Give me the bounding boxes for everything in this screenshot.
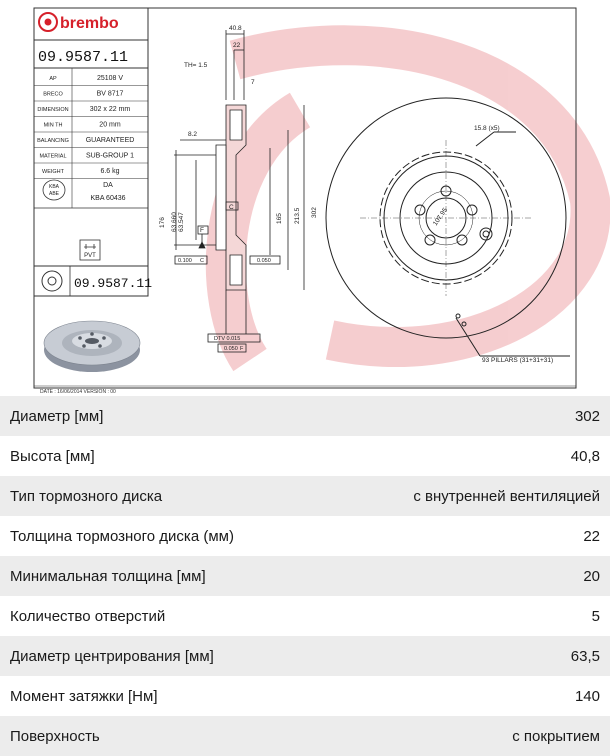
info-value: 302 x 22 mm [89, 106, 131, 113]
spec-row [0, 476, 610, 516]
svg-text:213.5: 213.5 [294, 207, 301, 224]
spec-value: 20 [583, 567, 600, 585]
spec-label: Диаметр центрирования [мм] [10, 647, 214, 665]
spec-label: Поверхность [10, 727, 100, 745]
spec-label: Количество отверстий [10, 607, 166, 625]
spec-value: с внутренней вентиляцией [413, 487, 600, 505]
disc-3d-image [44, 321, 140, 372]
info-key: AP [49, 76, 57, 82]
spec-row [0, 436, 610, 476]
spec-value: 22 [583, 527, 600, 545]
info-value: GUARANTEED [85, 137, 135, 144]
info-key: BALANCING [37, 138, 69, 144]
date-version: DATE : 16/06/2014 VERSION : 00 [40, 389, 116, 395]
approval-line2: KBA 60436 [90, 195, 126, 202]
svg-text:0.100: 0.100 [178, 258, 192, 264]
spec-label: Тип тормозного диска [10, 487, 163, 505]
svg-text:63.660: 63.660 [171, 212, 178, 232]
svg-text:15.8 (x5): 15.8 (x5) [474, 125, 500, 132]
info-key: BRECO [43, 91, 63, 98]
spec-value: 63,5 [570, 647, 600, 665]
spec-label: Минимальная толщина [мм] [10, 567, 206, 585]
part-number-secondary: 09.9587.11 [74, 276, 153, 291]
svg-text:0.050: 0.050 [257, 258, 271, 264]
svg-text:176: 176 [159, 217, 166, 228]
svg-text:DTV 0.015: DTV 0.015 [214, 336, 241, 342]
part-number: 09.9587.11 [38, 49, 129, 66]
info-value: BV 8717 [96, 90, 124, 98]
spec-value: с покрытием [512, 727, 600, 745]
svg-text:C: C [229, 204, 234, 211]
specs-table [0, 396, 610, 756]
pvt-badge [80, 240, 100, 260]
svg-text:107.95: 107.95 [431, 206, 450, 228]
spec-value: 40,8 [570, 447, 600, 465]
spec-value: 302 [574, 407, 600, 425]
svg-text:93 PILLARS (31+31+31): 93 PILLARS (31+31+31) [482, 357, 554, 364]
svg-text:8.2: 8.2 [188, 131, 198, 138]
brembo-logo [39, 13, 119, 32]
spec-row [0, 676, 610, 716]
spec-label: Толщина тормозного диска (мм) [10, 527, 234, 545]
svg-text:302: 302 [311, 207, 318, 218]
spec-row [0, 716, 610, 756]
brand-logo-text: brembo [60, 15, 119, 32]
info-key: DIMENSION [37, 107, 69, 113]
info-key: WEIGHT [42, 169, 64, 175]
info-value: 20 mm [99, 121, 121, 129]
spec-row [0, 596, 610, 636]
spec-label: Момент затяжки [Нм] [10, 687, 158, 705]
brembo-watermark [226, 45, 591, 360]
info-value: 25108 V [96, 75, 124, 82]
kba-badge-bottom: ABE [48, 191, 60, 197]
spec-label: Высота [мм] [10, 447, 95, 465]
info-value: 6.6 kg [100, 168, 120, 175]
info-key: MATERIAL [39, 153, 67, 160]
svg-text:F: F [240, 346, 244, 352]
svg-text:PVT: PVT [84, 253, 96, 259]
svg-text:C: C [200, 258, 204, 264]
info-value: SUB-GROUP 1 [85, 152, 135, 160]
approval-line1: DA [103, 182, 113, 189]
svg-text:0.050: 0.050 [224, 346, 238, 352]
spec-row [0, 516, 610, 556]
approval-block [43, 180, 126, 202]
spec-value: 5 [591, 607, 600, 625]
svg-text:40.8: 40.8 [229, 25, 242, 32]
svg-text:TH= 1.5: TH= 1.5 [184, 62, 208, 69]
spec-value: 140 [574, 687, 600, 705]
spec-row [0, 636, 610, 676]
spec-label: Диаметр [мм] [10, 407, 104, 425]
svg-text:63.547: 63.547 [178, 212, 185, 232]
svg-text:7: 7 [251, 79, 255, 86]
disc-symbol-icon [42, 271, 62, 291]
info-key: MIN TH [43, 122, 63, 129]
spec-row [0, 556, 610, 596]
svg-text:F: F [200, 227, 204, 234]
spec-row [0, 396, 610, 436]
svg-text:22: 22 [233, 42, 241, 49]
svg-text:165: 165 [276, 213, 283, 224]
kba-badge-top: KBA [48, 184, 60, 190]
